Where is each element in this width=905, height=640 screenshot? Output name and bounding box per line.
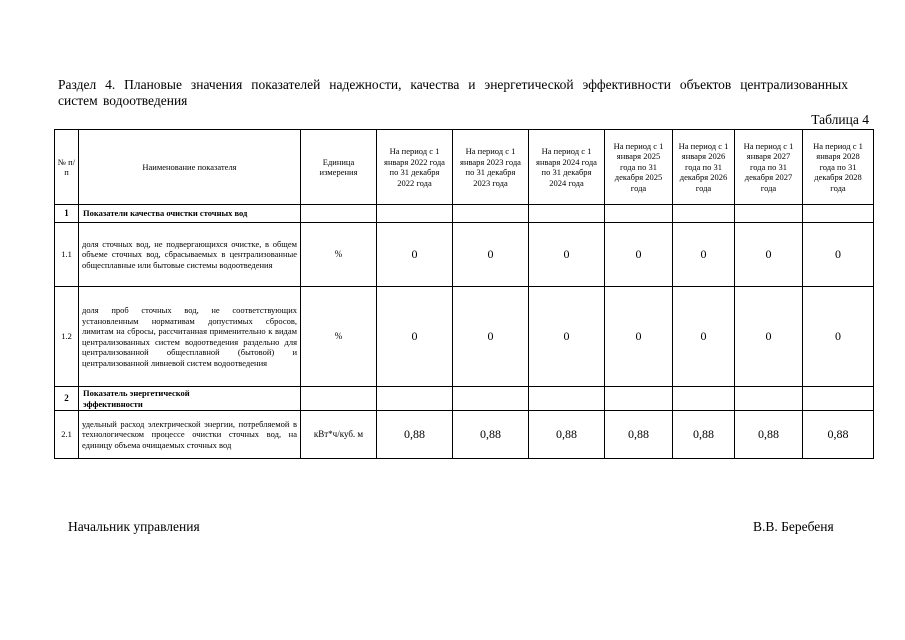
table-row: [55, 287, 874, 387]
col-period-2027: На период с 1 января 2027 года по 31 декабря 2027 года: [735, 130, 803, 205]
row-value: 0,88: [735, 411, 803, 459]
section-row: [55, 387, 874, 411]
table-row: [55, 411, 874, 459]
row-unit: %: [301, 223, 377, 287]
row-name: доля проб сточных вод, не соответствующих установленным нормативам допустимых сбросов, лимитам на сбросы, рассчитанная применительно к видам централизованных систем водоотведения раздельно для централизованной общесплавной (бытовой) и централизованной ливневой систем водоотведения: [79, 287, 301, 387]
indicators-table: [54, 129, 874, 459]
row-value: 0,88: [377, 411, 453, 459]
row-value: 0,88: [529, 411, 605, 459]
row-value: 0: [453, 287, 529, 387]
row-value: 0,88: [803, 411, 874, 459]
section-name: Показатель энергетической эффективности: [79, 387, 301, 411]
col-period-2026: На период с 1 января 2026 года по 31 декабря 2026 года: [673, 130, 735, 205]
row-name: удельный расход электрической энергии, потребляемой в технологическом процессе очистки сточных вод, на единицу объема очищаемых сточных вод: [79, 411, 301, 459]
section-row: [55, 205, 874, 223]
signature-name: В.В. Беребеня: [753, 519, 834, 534]
row-num: 1.1: [55, 223, 79, 287]
col-num-header: № п/п: [55, 130, 79, 205]
row-unit: %: [301, 287, 377, 387]
row-value: 0: [605, 287, 673, 387]
row-value: 0: [529, 287, 605, 387]
row-unit: кВт*ч/куб. м: [301, 411, 377, 459]
row-value: 0: [377, 287, 453, 387]
signature-position: Начальник управления: [68, 519, 200, 534]
section-name: Показатели качества очистки сточных вод: [79, 205, 301, 223]
row-name: доля сточных вод, не подвергающихся очистке, в общем объеме сточных вод, сбрасываемых в централизованные общесплавные или бытовые системы водоотведения: [79, 223, 301, 287]
col-name-header: Наименование показателя: [79, 130, 301, 205]
header-row: [55, 130, 874, 205]
row-value: 0: [803, 223, 874, 287]
section-num: 1: [55, 205, 79, 223]
col-period-2022: На период с 1 января 2022 года по 31 декабря 2022 года: [377, 130, 453, 205]
row-value: 0: [529, 223, 605, 287]
col-period-2024: На период с 1 января 2024 года по 31 декабря 2024 года: [529, 130, 605, 205]
row-num: 1.2: [55, 287, 79, 387]
table-row: [55, 223, 874, 287]
col-period-2028: На период с 1 января 2028 года по 31 декабря 2028 года: [803, 130, 874, 205]
col-unit-header: Единица измерения: [301, 130, 377, 205]
row-value: 0,88: [605, 411, 673, 459]
table-label: Таблица 4: [811, 112, 869, 127]
section-num: 2: [55, 387, 79, 411]
row-value: 0: [453, 223, 529, 287]
col-period-2025: На период с 1 января 2025 года по 31 декабря 2025 года: [605, 130, 673, 205]
row-value: 0: [673, 287, 735, 387]
row-value: 0,88: [673, 411, 735, 459]
section-heading: Раздел 4. Плановые значения показателей надежности, качества и энергетической эффективности объектов централизованных систем водоотведения: [58, 77, 848, 108]
row-value: 0: [673, 223, 735, 287]
row-num: 2.1: [55, 411, 79, 459]
row-value: 0,88: [453, 411, 529, 459]
row-value: 0: [803, 287, 874, 387]
col-period-2023: На период с 1 января 2023 года по 31 декабря 2023 года: [453, 130, 529, 205]
row-value: 0: [377, 223, 453, 287]
row-value: 0: [735, 287, 803, 387]
row-value: 0: [605, 223, 673, 287]
row-value: 0: [735, 223, 803, 287]
